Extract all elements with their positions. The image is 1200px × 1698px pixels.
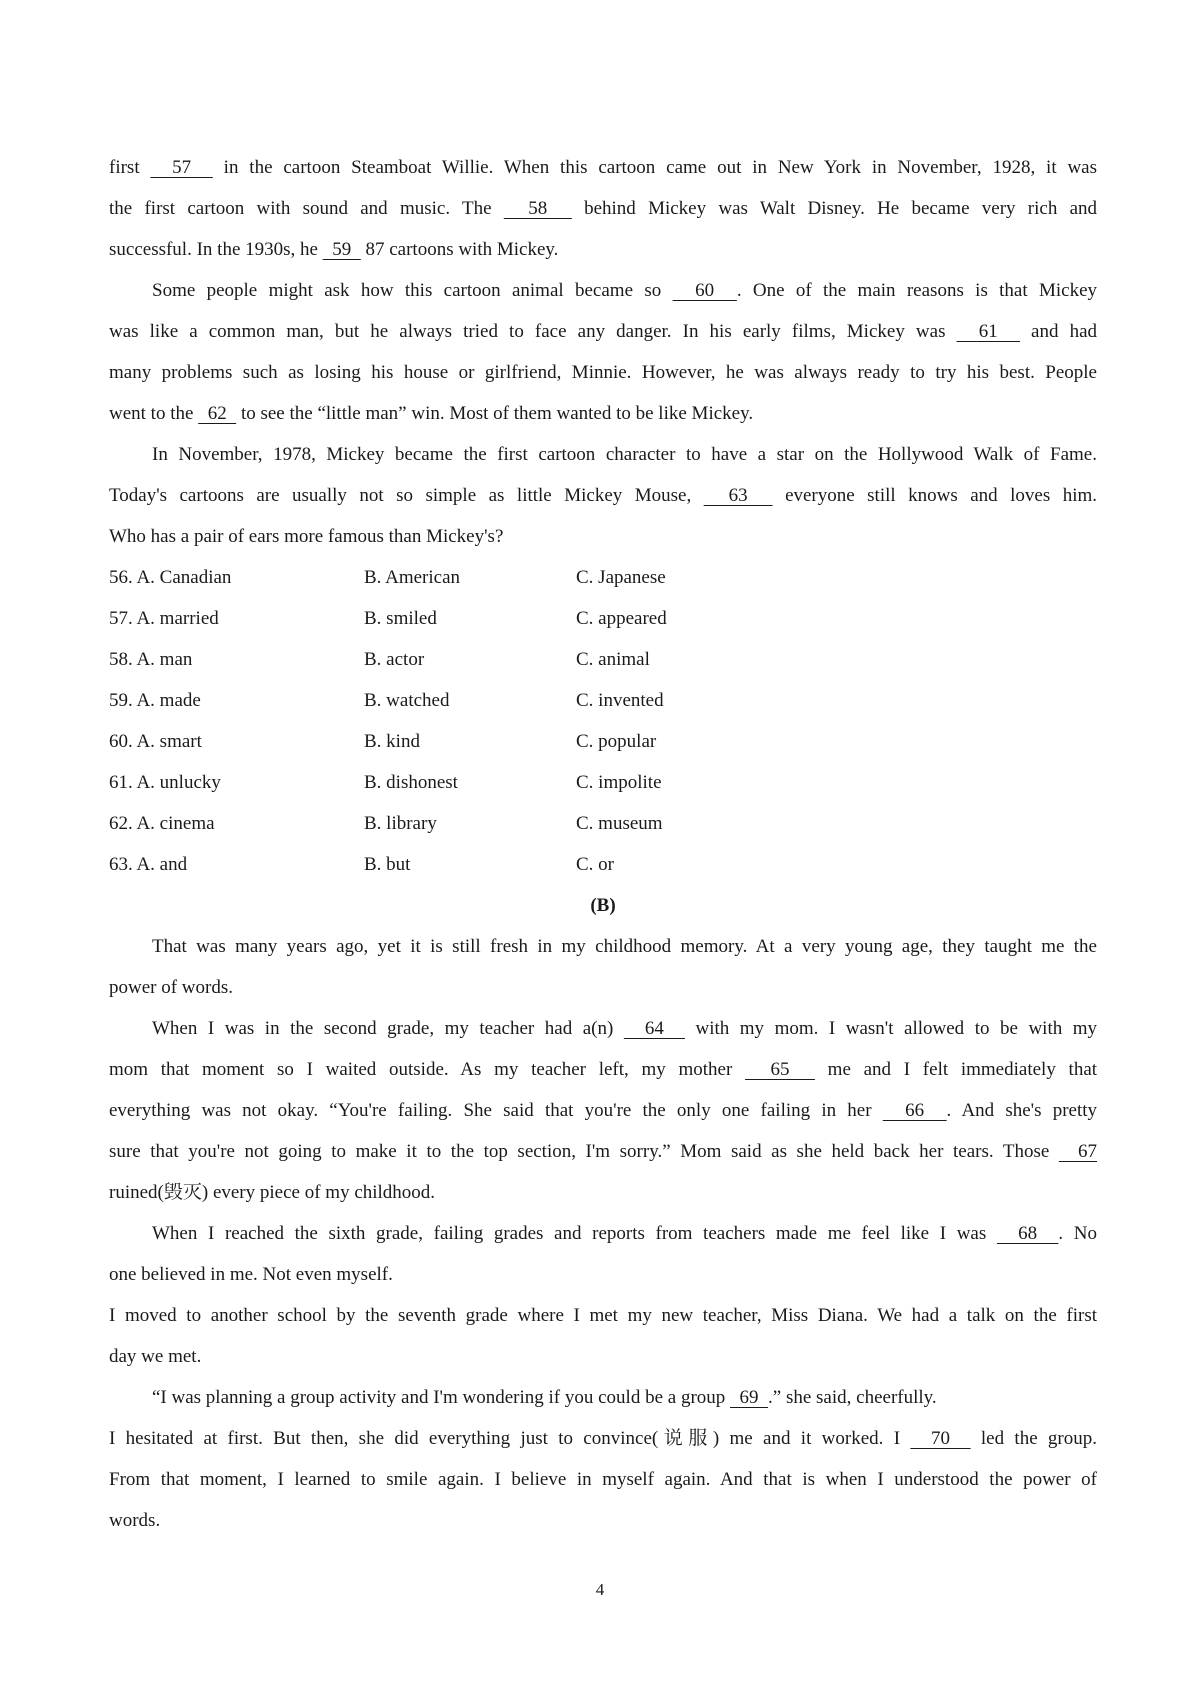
option-c: C. or <box>576 854 614 875</box>
passage-a-line-9 <box>109 475 1097 516</box>
text: everyone still knows and loves him. <box>785 485 1097 506</box>
passage-a-line-7 <box>109 393 1097 434</box>
text: . And she's pretty <box>946 1100 1097 1121</box>
passage-a-line-10: Who has a pair of ears more famous than Mickey's? <box>109 526 504 547</box>
option-a: 56. A. Canadian <box>109 567 232 588</box>
option-c: C. impolite <box>576 772 662 793</box>
text: successful. In the 1930s, he <box>109 239 318 260</box>
option-b: B. American <box>364 567 461 588</box>
passage-a-line-1 <box>109 147 1097 188</box>
blank-68: 68 <box>996 1223 1059 1244</box>
option-b: B. dishonest <box>364 772 458 793</box>
option-b: B. library <box>364 813 437 834</box>
question-59-options <box>109 680 1097 721</box>
passage-b-line-1: That was many years ago, yet it is still fresh in my childhood memory. At a very young age, they taught me the <box>152 936 1097 957</box>
option-a: 59. A. made <box>109 690 201 711</box>
page-number: 4 <box>595 1580 605 1599</box>
passage-a-line-8: In November, 1978, Mickey became the first cartoon character to have a star on the Hollywood Walk of Fame. <box>152 444 1097 465</box>
text: When I reached the sixth grade, failing grades and reports from teachers made me feel like I was <box>152 1223 987 1244</box>
text: and had <box>1031 321 1097 342</box>
blank-65: 65 <box>745 1059 815 1080</box>
option-c: C. invented <box>576 690 664 711</box>
option-c: C. animal <box>576 649 650 670</box>
passage-b-line-5 <box>109 1090 1097 1131</box>
blank-63: 63 <box>703 485 773 506</box>
option-c: C. appeared <box>576 608 667 629</box>
passage-b-line-11: day we met. <box>109 1346 202 1367</box>
text: “I was planning a group activity and I'm wondering if you could be a group <box>152 1387 726 1408</box>
text: the first cartoon with sound and music. The <box>109 198 492 219</box>
text: mom that moment so I waited outside. As my teacher left, my mother <box>109 1059 733 1080</box>
passage-b-line-7: ruined(毁灭) every piece of my childhood. <box>109 1182 436 1203</box>
text: When I was in the second grade, my teacher had a(n) <box>152 1018 614 1039</box>
option-b: B. smiled <box>364 608 437 629</box>
option-b: B. actor <box>364 649 425 670</box>
question-56-options <box>109 557 1097 598</box>
blank-67: 67 <box>1058 1141 1097 1162</box>
question-62-options <box>109 803 1097 844</box>
blank-60: 60 <box>672 280 737 301</box>
page-content <box>109 147 1097 1541</box>
passage-b-line-8 <box>109 1213 1097 1254</box>
blank-64: 64 <box>623 1018 685 1039</box>
passage-a-line-6: many problems such as losing his house or girlfriend, Minnie. However, he was always ready to try his best. People <box>109 362 1097 383</box>
blank-70: 70 <box>910 1428 971 1449</box>
text: first <box>109 157 140 178</box>
passage-b-line-12 <box>109 1377 1097 1418</box>
question-63-options <box>109 844 1097 885</box>
question-58-options <box>109 639 1097 680</box>
passage-b-line-3 <box>109 1008 1097 1049</box>
option-c: C. museum <box>576 813 663 834</box>
blank-58: 58 <box>503 198 572 219</box>
text: Today's cartoons are usually not so simple as little Mickey Mouse, <box>109 485 692 506</box>
question-57-options <box>109 598 1097 639</box>
passage-b-line-6 <box>109 1131 1097 1172</box>
option-a: 63. A. and <box>109 854 188 875</box>
text: with my mom. I wasn't allowed to be with my <box>695 1018 1097 1039</box>
option-a: 57. A. married <box>109 608 219 629</box>
text: me and I felt immediately that <box>827 1059 1097 1080</box>
passage-a-line-2 <box>109 188 1097 229</box>
text: . No <box>1058 1223 1097 1244</box>
blank-62: 62 <box>198 403 237 424</box>
blank-59: 59 <box>322 239 361 260</box>
text: was like a common man, but he always tried to face any danger. In his early films, Mickey was <box>109 321 946 342</box>
text: led the group. <box>980 1428 1097 1449</box>
passage-b-line-15: words. <box>109 1510 161 1531</box>
option-b: B. kind <box>364 731 420 752</box>
blank-61: 61 <box>956 321 1020 342</box>
option-a: 58. A. man <box>109 649 193 670</box>
text: everything was not okay. “You're failing. She said that you're the only one failing in her <box>109 1100 872 1121</box>
question-60-options <box>109 721 1097 762</box>
passage-b-line-14: From that moment, I learned to smile again. I believe in myself again. And that is when I understood the power of <box>109 1469 1097 1490</box>
blank-57: 57 <box>150 157 213 178</box>
passage-b-line-2: power of words. <box>109 977 234 998</box>
text: went to the <box>109 403 194 424</box>
text: 87 cartoons with Mickey. <box>365 239 559 260</box>
passage-a-line-3 <box>109 229 1097 270</box>
question-61-options <box>109 762 1097 803</box>
option-a: 62. A. cinema <box>109 813 215 834</box>
option-c: C. popular <box>576 731 657 752</box>
text: Some people might ask how this cartoon animal became so <box>152 280 662 301</box>
text: behind Mickey was Walt Disney. He became very rich and <box>584 198 1097 219</box>
text: sure that you're not going to make it to the top section, I'm sorry.” Mom said as she held back her tears. Those <box>109 1141 1050 1162</box>
passage-b-line-9: one believed in me. Not even myself. <box>109 1264 393 1285</box>
option-c: C. Japanese <box>576 567 666 588</box>
passage-b-line-13 <box>109 1418 1097 1459</box>
option-b: B. but <box>364 854 411 875</box>
blank-66: 66 <box>882 1100 947 1121</box>
option-a: 61. A. unlucky <box>109 772 221 793</box>
text: . One of the main reasons is that Mickey <box>736 280 1097 301</box>
text: to see the “little man” win. Most of them wanted to be like Mickey. <box>240 403 754 424</box>
passage-b-line-4 <box>109 1049 1097 1090</box>
passage-b-line-10: I moved to another school by the seventh grade where I met my new teacher, Miss Diana. We had a talk on the first <box>109 1305 1097 1326</box>
passage-a-line-4 <box>109 270 1097 311</box>
text: I hesitated at first. But then, she did everything just to convince(说服) me and it worked. I <box>109 1428 901 1449</box>
passage-a-line-5 <box>109 311 1097 352</box>
text: .” she said, cheerfully. <box>768 1387 937 1408</box>
option-a: 60. A. smart <box>109 731 202 752</box>
section-b-heading: (B) <box>590 895 616 916</box>
text: in the cartoon Steamboat Willie. When this cartoon came out in New York in November, 1928, it was <box>223 157 1097 178</box>
option-b: B. watched <box>364 690 450 711</box>
blank-69: 69 <box>730 1387 769 1408</box>
